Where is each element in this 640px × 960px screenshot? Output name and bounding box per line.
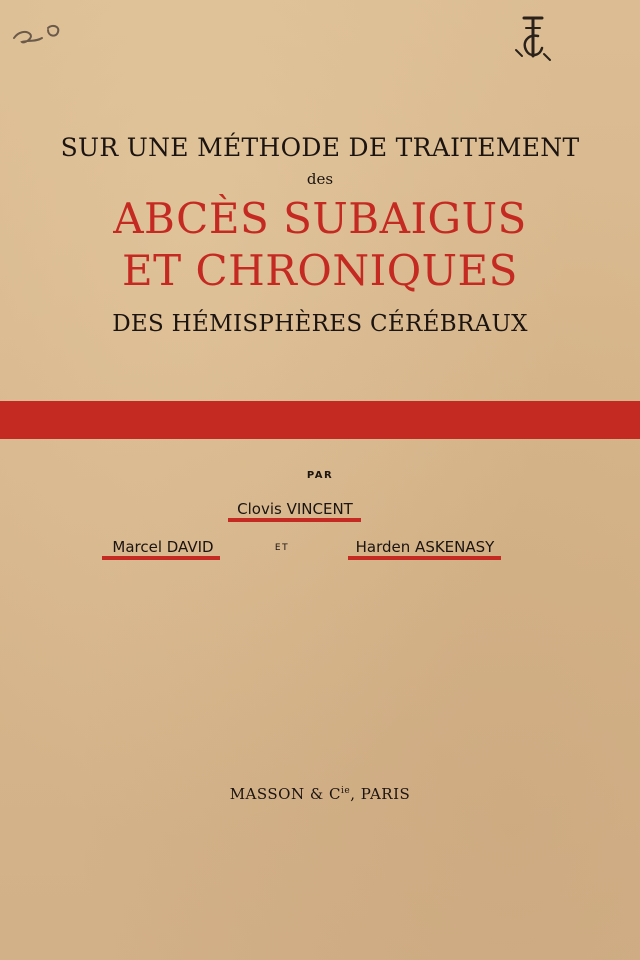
author-david: Marcel DAVID (112, 538, 214, 556)
conjunction-et: ET (274, 543, 290, 553)
title-line-4: DES HÉMISPHÈRES CÉRÉBRAUX (112, 311, 528, 337)
handwritten-number-mark (8, 18, 68, 52)
author-askenasy: Harden ASKENASY (355, 538, 495, 556)
publisher-name: MASSON & C (229, 785, 341, 803)
publisher-city: , PARIS (350, 785, 411, 803)
author-david-underline (102, 556, 220, 560)
author-vincent-underline (228, 518, 361, 522)
author-vincent: Clovis VINCENT (237, 500, 353, 518)
author-askenasy-underline (348, 556, 501, 560)
publisher-imprint (0, 785, 640, 803)
red-band-divider (0, 401, 640, 439)
title-des: des (306, 170, 334, 188)
main-title-line-2: ET CHRONIQUES (122, 246, 518, 295)
main-title-line-1: ABCÈS SUBAIGUS (113, 194, 527, 243)
title-line-1: SUR UNE MÉTHODE DE TRAITEMENT (60, 133, 580, 162)
par-label: PAR (306, 470, 334, 481)
monogram-stamp-icon (508, 12, 556, 66)
publisher-superscript: ie (340, 786, 351, 796)
